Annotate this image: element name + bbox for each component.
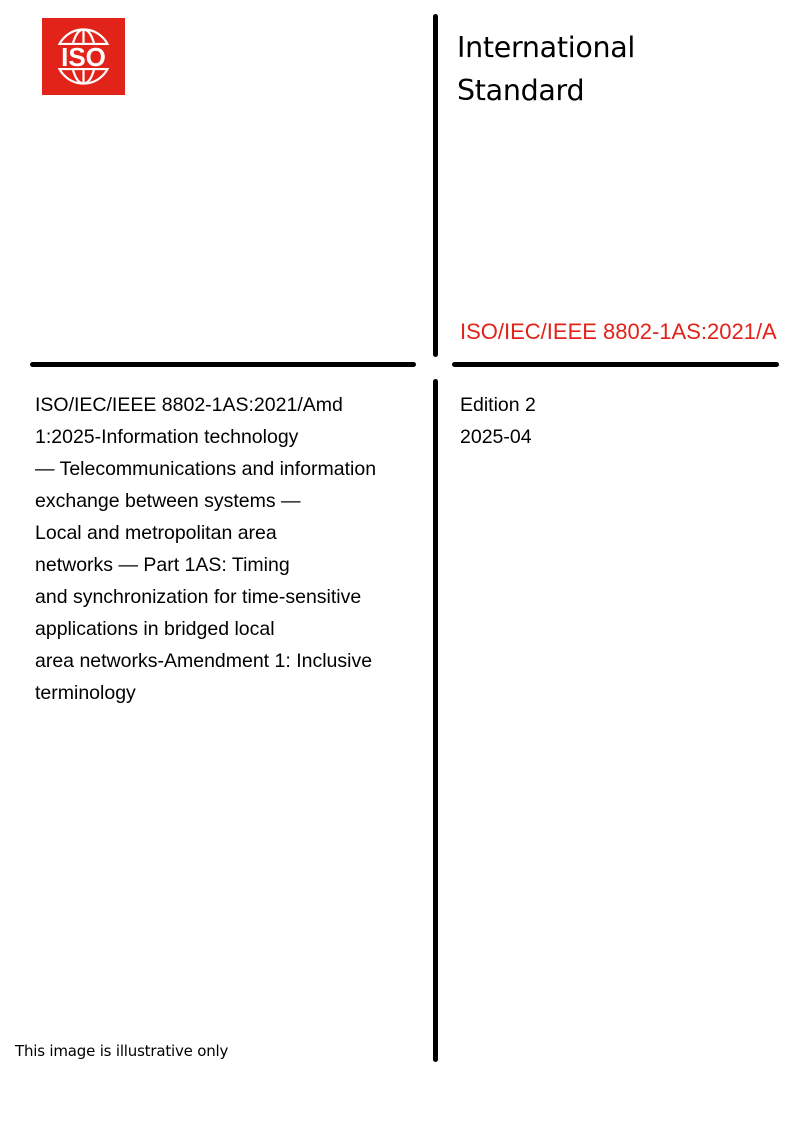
standard-reference: ISO/IEC/IEEE 8802-1AS:2021/A — [460, 319, 777, 344]
divider-horizontal-right — [452, 362, 779, 367]
iso-logo-icon — [42, 18, 125, 95]
title-line: and synchronization for time-sensitive — [35, 586, 362, 608]
disclaimer-text: This image is illustrative only — [15, 1042, 229, 1060]
edition-label: Edition 2 — [460, 394, 536, 416]
document-type-line: International — [457, 31, 635, 64]
edition-date: 2025-04 — [460, 426, 532, 448]
edition-info — [460, 389, 536, 453]
document-type-line: Standard — [457, 74, 585, 107]
document-title — [35, 389, 420, 709]
svg-text:ISO: ISO — [61, 42, 106, 72]
title-line: area networks-Amendment 1: Inclusive — [35, 650, 373, 672]
title-line: Local and metropolitan area — [35, 522, 277, 544]
title-line: 1:2025-Information technology — [35, 426, 299, 448]
divider-horizontal-left — [30, 362, 416, 367]
divider-vertical-bottom — [433, 379, 438, 1062]
title-line: — Telecommunications and information — [35, 458, 377, 480]
title-line: ISO/IEC/IEEE 8802-1AS:2021/Amd — [35, 394, 343, 416]
title-line: networks — Part 1AS: Timing — [35, 554, 290, 576]
title-line: applications in bridged local — [35, 618, 275, 640]
document-type — [457, 26, 787, 112]
divider-vertical-top — [433, 14, 438, 357]
title-line: terminology — [35, 682, 136, 704]
iso-logo — [42, 18, 125, 95]
title-line: exchange between systems — — [35, 490, 301, 512]
